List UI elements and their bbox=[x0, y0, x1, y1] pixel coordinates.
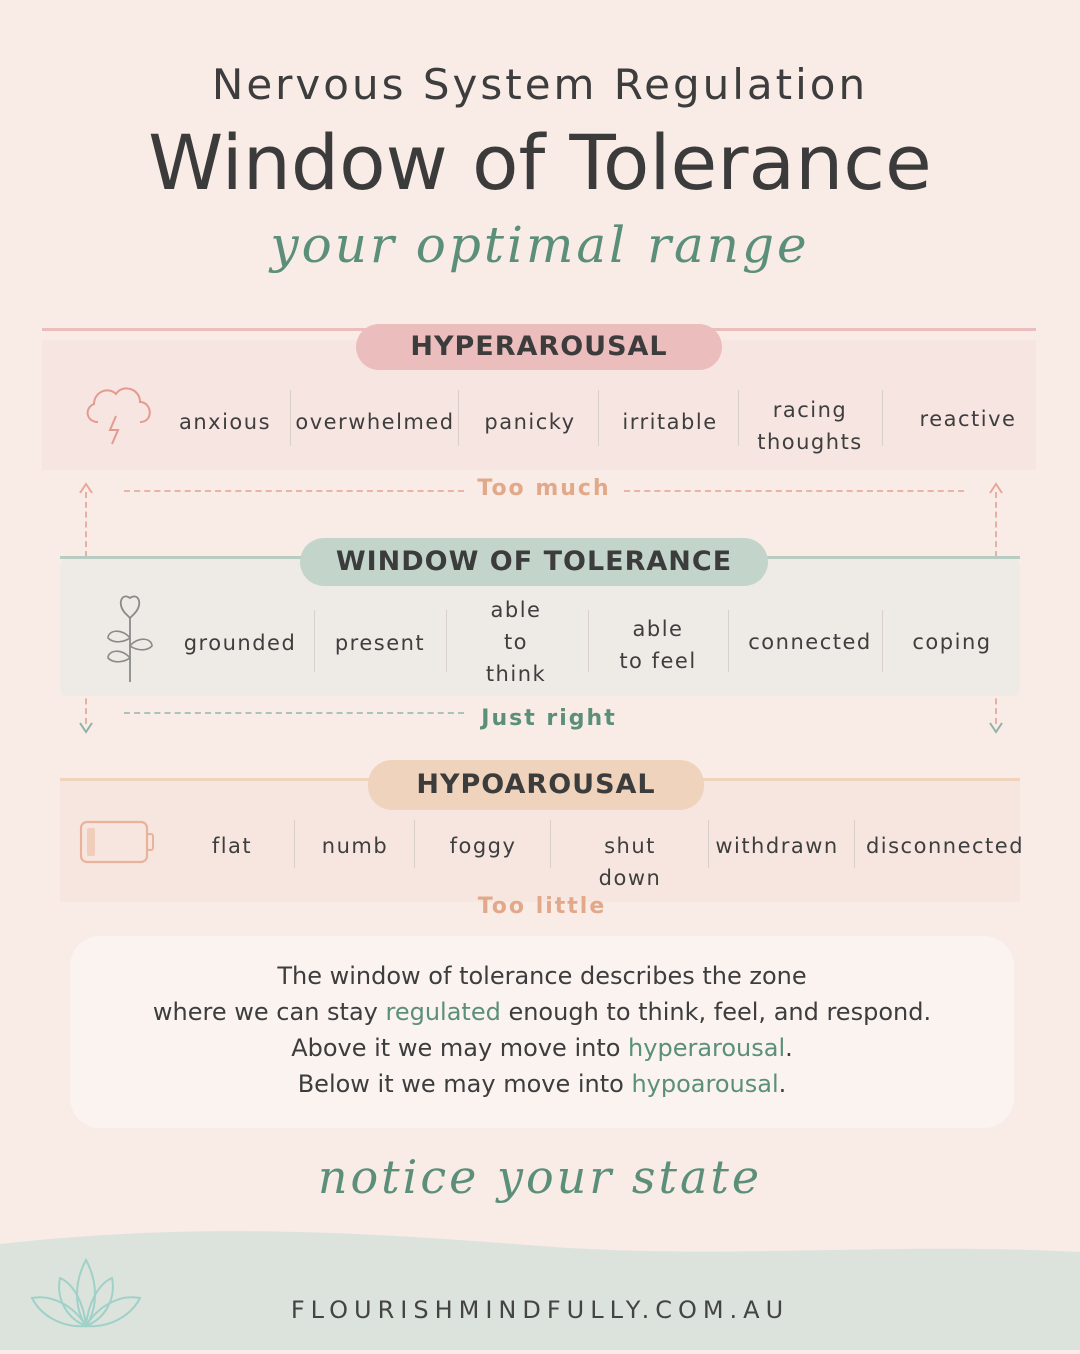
separator bbox=[854, 820, 855, 868]
hypo-word-withdrawn: withdrawn bbox=[715, 834, 839, 858]
description-line-1: The window of tolerance describes the zone bbox=[277, 962, 807, 990]
hyper-word-reactive: reactive bbox=[919, 407, 1017, 431]
separator bbox=[550, 820, 551, 868]
arrow-up-icon bbox=[78, 480, 94, 494]
highlight-hypoarousal: hypoarousal bbox=[631, 1070, 779, 1098]
too-much-dash-left bbox=[124, 490, 464, 492]
tol-word-coping: coping bbox=[912, 630, 992, 654]
separator bbox=[458, 390, 459, 446]
separator bbox=[588, 610, 589, 672]
hypo-word-shut-down: shut down bbox=[598, 834, 662, 890]
separator bbox=[882, 390, 883, 446]
hyper-word-irritable: irritable bbox=[622, 410, 718, 434]
hyperarousal-label: HYPERAROUSAL bbox=[356, 324, 722, 370]
separator bbox=[446, 610, 447, 672]
separator bbox=[882, 610, 883, 672]
arrow-down-icon bbox=[78, 720, 94, 734]
separator bbox=[314, 610, 315, 672]
hyper-word-racing-thoughts: racing thoughts bbox=[757, 398, 863, 454]
tagline: your optimal range bbox=[270, 216, 810, 274]
tol-word-present: present bbox=[334, 631, 426, 655]
website-url[interactable]: FLOURISHMINDFULLY.COM.AU bbox=[290, 1296, 790, 1324]
text-span: Below it we may move into bbox=[297, 1070, 632, 1098]
footer-wave bbox=[0, 1222, 1080, 1350]
subtitle: Nervous System Regulation bbox=[211, 60, 869, 109]
highlight-regulated: regulated bbox=[385, 998, 501, 1026]
separator bbox=[708, 820, 709, 868]
storm-cloud-icon bbox=[78, 372, 158, 452]
tol-word-able-to-feel: able to feel bbox=[619, 617, 697, 673]
heart-plant-icon bbox=[96, 588, 160, 688]
just-right-label: Just right bbox=[481, 706, 617, 731]
separator bbox=[728, 610, 729, 672]
footer-script: notice your state bbox=[317, 1150, 763, 1204]
separator bbox=[414, 820, 415, 868]
separator bbox=[290, 390, 291, 446]
hyper-word-overwhelmed: overwhelmed bbox=[295, 410, 455, 434]
too-much-dash-right bbox=[624, 490, 964, 492]
too-much-label: Too much bbox=[477, 476, 611, 501]
tol-word-able-to-think: able to think bbox=[485, 598, 547, 686]
tolerance-label: WINDOW OF TOLERANCE bbox=[300, 538, 768, 586]
separator bbox=[294, 820, 295, 868]
tol-word-connected: connected bbox=[748, 630, 872, 654]
separator bbox=[738, 390, 739, 446]
text-span: . bbox=[785, 1034, 793, 1062]
separator bbox=[598, 390, 599, 446]
hypo-word-flat: flat bbox=[211, 834, 253, 858]
text-span: . bbox=[778, 1070, 787, 1098]
description bbox=[70, 958, 1014, 1102]
too-little-label: Too little bbox=[477, 894, 607, 919]
description-line-4 bbox=[70, 1066, 1014, 1102]
low-battery-icon bbox=[78, 818, 158, 868]
text-span: where we can stay bbox=[152, 998, 386, 1026]
hyper-word-panicky: panicky bbox=[484, 410, 576, 434]
just-right-dash-left bbox=[124, 712, 464, 714]
text-span: enough to think, feel, and respond. bbox=[500, 998, 932, 1026]
hyper-word-anxious: anxious bbox=[178, 410, 272, 434]
arrow-down-icon bbox=[988, 720, 1004, 734]
hypo-word-disconnected: disconnected bbox=[865, 834, 1025, 858]
highlight-hyperarousal: hyperarousal bbox=[628, 1034, 786, 1062]
text-span: Above it we may move into bbox=[291, 1034, 629, 1062]
description-line-3 bbox=[70, 1030, 1014, 1066]
hypoarousal-label: HYPOAROUSAL bbox=[368, 760, 704, 810]
page-title: Window of Tolerance bbox=[148, 118, 932, 207]
arrow-up-icon bbox=[988, 480, 1004, 494]
hypo-word-numb: numb bbox=[321, 834, 389, 858]
hypo-word-foggy: foggy bbox=[449, 834, 517, 858]
description-line-2 bbox=[70, 994, 1014, 1030]
tol-word-grounded: grounded bbox=[183, 631, 297, 655]
